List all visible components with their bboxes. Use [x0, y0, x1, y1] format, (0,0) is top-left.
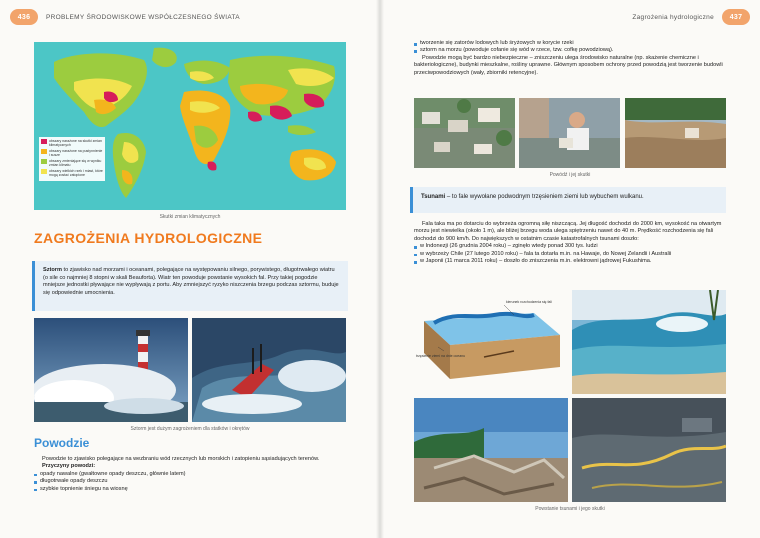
legend-text: obszary narażone na pustynnienie i susze: [49, 148, 103, 158]
man-in-flood-photo: [519, 98, 620, 168]
tsunami-term: Tsunami: [421, 194, 446, 200]
legend-swatch: [41, 149, 47, 154]
list-item: szybkie topnienie śniegu na wiosnę: [34, 486, 346, 493]
floods-title: Powodzie: [34, 436, 90, 450]
list-item: w Indonezji (26 grudnia 2004 roku) – zginęło wtedy ponad 300 tys. ludzi: [414, 243, 726, 250]
running-head: Zagrożenia hydrologiczne: [632, 13, 714, 21]
left-header: [0, 8, 380, 26]
legend-swatch: [41, 159, 47, 164]
legend-item: [41, 149, 103, 157]
tsunami-paragraph: Fala taka ma po dotarciu do wybrzeża ogromną siłę niszczącą. Jej długość dochodzi do 2000 km, wysokość na otwartym morzu jest niewielka (około 1 m), ale bliżej brzegu woda ulega spiętrzeniu nawet do 40 m. Prędkość rozchodzenia się fali dochodzi do 900 km/h. Do największych w ostatnim czasie katastrofalnych tsunami doszło:: [414, 221, 722, 242]
list-item: tworzenie się zatorów lodowych lub śryżowych w korycie rzeki: [414, 40, 726, 47]
flooded-river-photo: [625, 98, 726, 168]
storm-definition-box: [32, 261, 348, 311]
tsunami-debris-photo: [414, 398, 568, 502]
section-title: ZAGROŻENIA HYDROLOGICZNE: [34, 230, 263, 246]
tsunami-caption: Powstanie tsunami i jego skutki: [535, 506, 605, 512]
tsunami-text-block: [414, 221, 726, 265]
tsunami-definition: – to fale wywołane podwodnym trzęsieniem ziemi lub wybuchem wulkanu.: [445, 194, 644, 200]
legend-text: obszary narażone na skutki zmian klimatycznych: [49, 139, 102, 148]
list-item: opady nawalne (gwałtowne opady deszczu, głównie latem): [34, 471, 346, 478]
floods-paragraph: Powodzie to zjawisko polegające na wezbraniu wód rzecznych lub morskich i zatopieniu sąsiadujących terenów.: [42, 456, 320, 462]
collapsed-bridge-photo: [572, 398, 726, 502]
climate-map: [34, 42, 346, 210]
floods-effects-paragraph: Powodzie mogą być bardzo niebezpieczne – zniszczeniu ulega środowisko naturalne (np. skażenie chemiczne i bakteriologiczne), budynki mieszkalne, rośliny uprawne. Głównym sposobem ochrony przed powodzią jest tworzenie budowli przeciwpowodziowych (wały, zbiorniki retencyjne).: [414, 54, 723, 76]
flood-photos: [414, 98, 726, 168]
tsunami-damage-photos: [414, 398, 726, 502]
lighthouse-storm-photo: [34, 318, 188, 422]
tsunami-definition-box: [410, 187, 726, 213]
right-header: [380, 8, 760, 26]
legend-item: [41, 159, 103, 167]
diagram-label-quake: trzęsienie ziemi na dnie oceanu: [416, 354, 466, 358]
legend-swatch: [41, 169, 47, 174]
flooded-houses-photo: [414, 98, 515, 168]
storm-term: Sztorm: [43, 267, 62, 273]
tsunami-diagram: [414, 291, 564, 393]
floods-text-block: [34, 456, 346, 493]
list-item: sztorm na morzu (powoduje cofanie się wód w rzece, tzw. cofkę powodziową).: [414, 47, 726, 54]
list-item: w wybrzeży Chile (27 lutego 2010 roku) – fala ta dotarła m.in. na Hawaje, do Nowej Zelandii i Australii: [414, 251, 726, 258]
list-item: w Japonii (11 marca 2011 roku) – doszło do zniszczenia m.in. elektrowni jądrowej Fukushima.: [414, 258, 726, 265]
legend-text: obszary zmieniające się w wyniku zmian klimatu: [49, 158, 102, 168]
storm-definition: to zjawisko nad morzami i oceanami, polegające na występowaniu silnego, porywistego, długotrwałego wiatru (o sile co najmniej 8 stopni w skali Beauforta). Wiatr ten powoduje powstanie wysokich fal. Przy takiej pogodzie mniejsze jednostki pływające nie wypływają z portu. Aby zmniejszyć ryzyko niszczenia brzegu podczas sztormu, buduje się odpowiednie umocnienia.: [43, 267, 339, 296]
map-legend: [39, 137, 105, 181]
diagram-label-wave: kierunek rozchodzenia się fali: [506, 300, 552, 304]
storm-photos: [34, 318, 346, 422]
page-number: 437: [722, 9, 750, 25]
storm-caption: Sztorm jest dużym zagrożeniem dla statków i okrętów: [130, 426, 250, 432]
floods-continued: [414, 40, 726, 77]
right-page: [380, 0, 760, 538]
causes-list-continued: [414, 40, 726, 55]
legend-item: [41, 139, 103, 147]
legend-text: obszary wielkich rzek i miast, które mogą zostać zatopione: [49, 168, 103, 177]
floods-caption: Powódź i jej skutki: [549, 172, 591, 178]
running-head: PROBLEMY ŚRODOWISKOWE WSPÓŁCZESNEGO ŚWIATA: [46, 13, 240, 21]
ship-storm-photo: [192, 318, 346, 422]
legend-item: [41, 169, 103, 177]
causes-list: [34, 471, 346, 493]
world-map-graphic: [34, 42, 346, 210]
legend-swatch: [41, 139, 47, 144]
map-caption: Skutki zmian klimatycznych: [159, 214, 221, 220]
list-item: długotrwałe opady deszczu: [34, 478, 346, 485]
book-gutter: [376, 0, 384, 538]
tsunami-list: [414, 243, 726, 265]
causes-label: Przyczyny powodzi:: [42, 463, 96, 470]
tsunami-wave-photo: [572, 290, 726, 394]
page-number: 436: [10, 9, 38, 25]
